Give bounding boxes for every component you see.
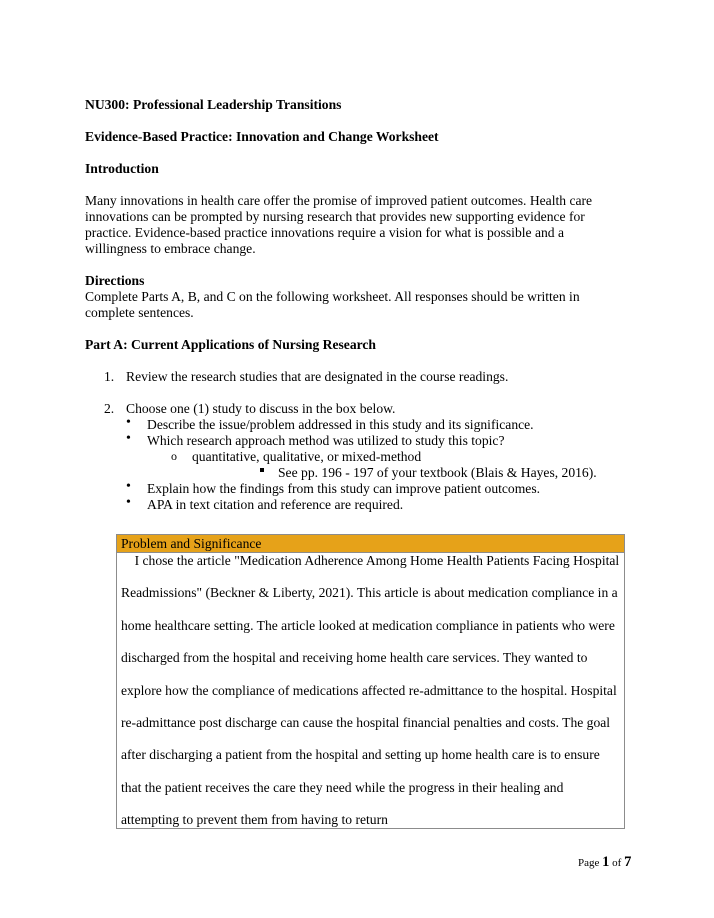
of-word: of bbox=[612, 857, 622, 869]
bullet-text: APA in text citation and reference are required. bbox=[147, 497, 404, 512]
bullet-list bbox=[126, 417, 625, 513]
list-item bbox=[126, 497, 625, 513]
part-a-heading: Part A: Current Applications of Nursing Research bbox=[85, 337, 376, 352]
worksheet-title: Evidence-Based Practice: Innovation and Change Worksheet bbox=[85, 129, 439, 144]
sub-item-text: quantitative, qualitative, or mixed-method bbox=[192, 449, 422, 464]
total-pages: 7 bbox=[624, 854, 632, 870]
list-item bbox=[126, 481, 625, 497]
sub-sub-list bbox=[192, 465, 625, 481]
list-item bbox=[126, 417, 625, 433]
list-number: 1. bbox=[104, 369, 115, 384]
bullet-text: Describe the issue/problem addressed in this study and its significance. bbox=[147, 417, 534, 432]
response-body: I chose the article "Medication Adherence Among Home Health Patients Facing Hospital Readmissions" (Beckner & Liberty, 2021). This article is about medication compliance in a home healthcare setting. The article looked at medication compliance in patients who were discharged from the hospital and receiving home health care services. They wanted to explore how the compliance of medications affected re-admittance to the hospital. Hospital re-admittance post discharge can cause the hospital financial penalties and costs. The goal after discharging a patient from the hospital and setting up home health care is to ensure that the patient receives the care they need while the progress in their healing and attempting to prevent them from having to return bbox=[121, 553, 620, 828]
introduction-text: Many innovations in health care offer the promise of improved patient outcomes. Health care innovations can be prompted by nursing research that provides new supporting evidence for practice. Evidence-based practice innovations require a vision for what is possible and a willingness to embrace change. bbox=[85, 193, 593, 256]
document-page bbox=[85, 97, 625, 513]
part-a-list bbox=[85, 369, 625, 385]
bullet-text: Which research approach method was utilized to study this topic? bbox=[147, 433, 505, 448]
part-a-list-2 bbox=[85, 401, 625, 513]
response-box[interactable] bbox=[116, 534, 625, 829]
circle-bullet-icon: o bbox=[171, 449, 177, 463]
list-number: 2. bbox=[104, 401, 115, 416]
list-item-text: Choose one (1) study to discuss in the box below. bbox=[126, 401, 396, 416]
list-item bbox=[85, 369, 625, 385]
list-item bbox=[85, 401, 625, 513]
directions-heading: Directions bbox=[85, 273, 145, 288]
introduction-heading: Introduction bbox=[85, 161, 159, 176]
list-item-text: Review the research studies that are designated in the course readings. bbox=[126, 369, 509, 384]
response-box-header: Problem and Significance bbox=[117, 535, 624, 553]
sub-sub-item-text: See pp. 196 - 197 of your textbook (Blais & Hayes, 2016). bbox=[278, 465, 597, 480]
bullet-icon: • bbox=[126, 431, 131, 446]
list-item bbox=[192, 465, 625, 481]
page-word: Page bbox=[578, 857, 600, 869]
list-item bbox=[147, 449, 625, 481]
course-title: NU300: Professional Leadership Transitions bbox=[85, 97, 342, 112]
bullet-icon: • bbox=[126, 415, 131, 430]
response-text[interactable] bbox=[117, 545, 624, 829]
bullet-text: Explain how the findings from this study can improve patient outcomes. bbox=[147, 481, 541, 496]
square-bullet-icon bbox=[260, 468, 264, 472]
current-page: 1 bbox=[602, 854, 610, 870]
page-number bbox=[578, 854, 631, 871]
bullet-icon: • bbox=[126, 495, 131, 510]
directions-text: Complete Parts A, B, and C on the following worksheet. All responses should be written in complete sentences. bbox=[85, 289, 580, 320]
sub-list bbox=[147, 449, 625, 481]
bullet-icon: • bbox=[126, 479, 131, 494]
list-item bbox=[126, 433, 625, 481]
